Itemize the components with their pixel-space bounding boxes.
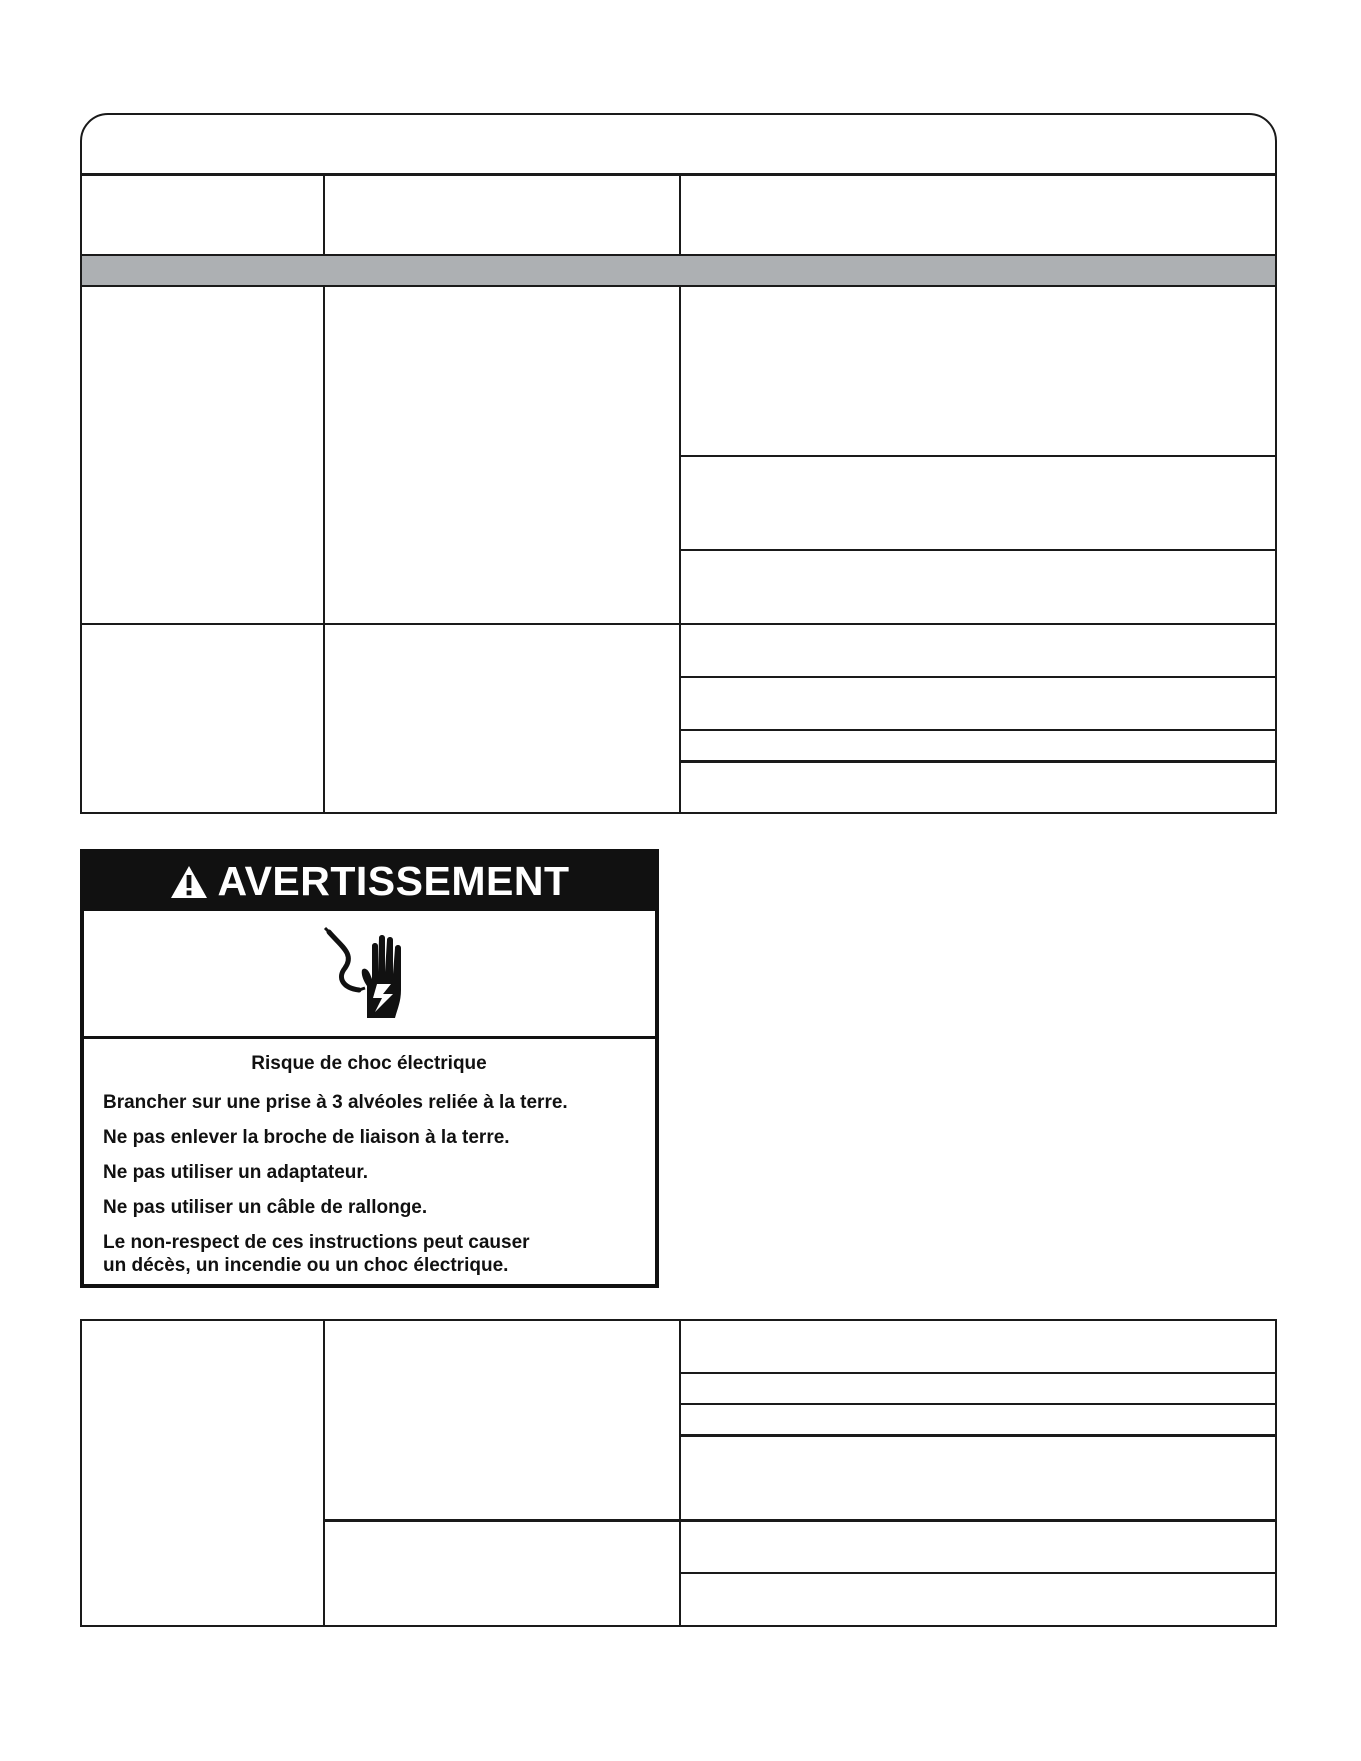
electrical-shock-hand-icon bbox=[315, 924, 425, 1024]
cause-divider bbox=[325, 1519, 1275, 1522]
section-band bbox=[82, 255, 1275, 285]
solution-divider bbox=[681, 729, 1275, 731]
column-divider-1-body bbox=[323, 287, 325, 814]
solution-divider bbox=[681, 1372, 1275, 1374]
solution-divider bbox=[681, 760, 1275, 763]
solution-divider bbox=[681, 1572, 1275, 1574]
warning-line: Ne pas utiliser un adaptateur. bbox=[103, 1162, 369, 1183]
solution-divider bbox=[681, 676, 1275, 678]
column-divider-1-header bbox=[323, 175, 325, 255]
warning-triangle-icon bbox=[170, 865, 208, 899]
troubleshooting-table-top bbox=[80, 113, 1277, 814]
solution-divider bbox=[681, 455, 1275, 457]
warning-line: Ne pas enlever la broche de liaison à la terre. bbox=[103, 1127, 510, 1148]
solution-divider bbox=[681, 1403, 1275, 1405]
solution-divider bbox=[681, 1434, 1275, 1437]
warning-header-text: AVERTISSEMENT bbox=[217, 858, 570, 904]
column-divider-2 bbox=[679, 1321, 681, 1625]
troubleshooting-table-bottom bbox=[80, 1319, 1277, 1627]
solution-divider bbox=[681, 549, 1275, 551]
warning-title: Risque de choc électrique bbox=[251, 1053, 487, 1074]
hazard-symbol-area bbox=[84, 910, 655, 1039]
column-divider-2-header bbox=[679, 175, 681, 255]
warning-body bbox=[84, 1039, 655, 1277]
column-divider-1 bbox=[323, 1321, 325, 1625]
warning-line: Ne pas utiliser un câble de rallonge. bbox=[103, 1197, 428, 1218]
warning-header bbox=[84, 853, 655, 910]
electrical-shock-warning bbox=[80, 849, 659, 1288]
warning-line: Le non-respect de ces instructions peut causer un décès, un incendie ou un choc électrique. bbox=[103, 1232, 530, 1276]
warning-line: Brancher sur une prise à 3 alvéoles reliée à la terre. bbox=[103, 1092, 568, 1113]
group-divider bbox=[82, 623, 1275, 625]
